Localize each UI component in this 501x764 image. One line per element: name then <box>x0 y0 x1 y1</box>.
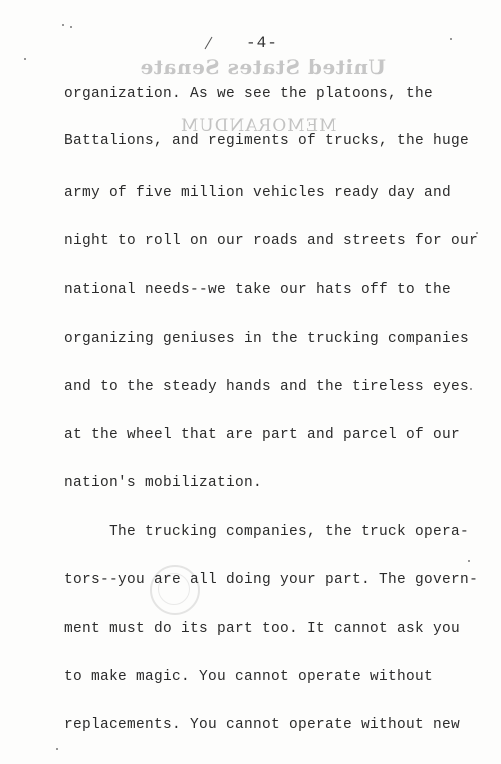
text-line: to make magic. You cannot operate without <box>64 669 434 685</box>
text-line: The trucking companies, the truck opera- <box>64 524 470 540</box>
text-line: nation's mobilization. <box>64 475 263 491</box>
speck-mark <box>468 560 470 562</box>
speck-mark <box>70 26 72 28</box>
text-line: at the wheel that are part and parcel of our <box>64 427 461 443</box>
speck-mark <box>24 58 26 60</box>
text-line: Battalions, and regiments of trucks, the huge <box>64 133 470 149</box>
text-line: night to roll on our roads and streets for our <box>64 233 479 249</box>
text-line: replacements. You cannot operate without new <box>64 717 461 733</box>
text-line: tors--you are all doing your part. The govern- <box>64 572 479 588</box>
speck-mark <box>56 748 58 750</box>
text-line: army of five million vehicles ready day and <box>64 185 452 201</box>
text-line: and to the steady hands and the tireless eyes <box>64 379 470 395</box>
letterhead-bleed-through: United States Senate <box>140 55 386 79</box>
speck-mark <box>450 38 452 40</box>
text-line: ment must do its part too. It cannot ask you <box>64 621 461 637</box>
speck-mark <box>470 388 472 390</box>
text-line: organization. As we see the platoons, the <box>64 86 434 102</box>
text-line: organizing geniuses in the trucking companies <box>64 331 470 347</box>
text-line: national needs--we take our hats off to the <box>64 282 452 298</box>
page-number: -4- <box>246 34 278 52</box>
memo-bleed-through: MEMORANDUM <box>180 116 337 136</box>
speck-mark <box>62 24 64 26</box>
pen-mark <box>205 37 213 50</box>
